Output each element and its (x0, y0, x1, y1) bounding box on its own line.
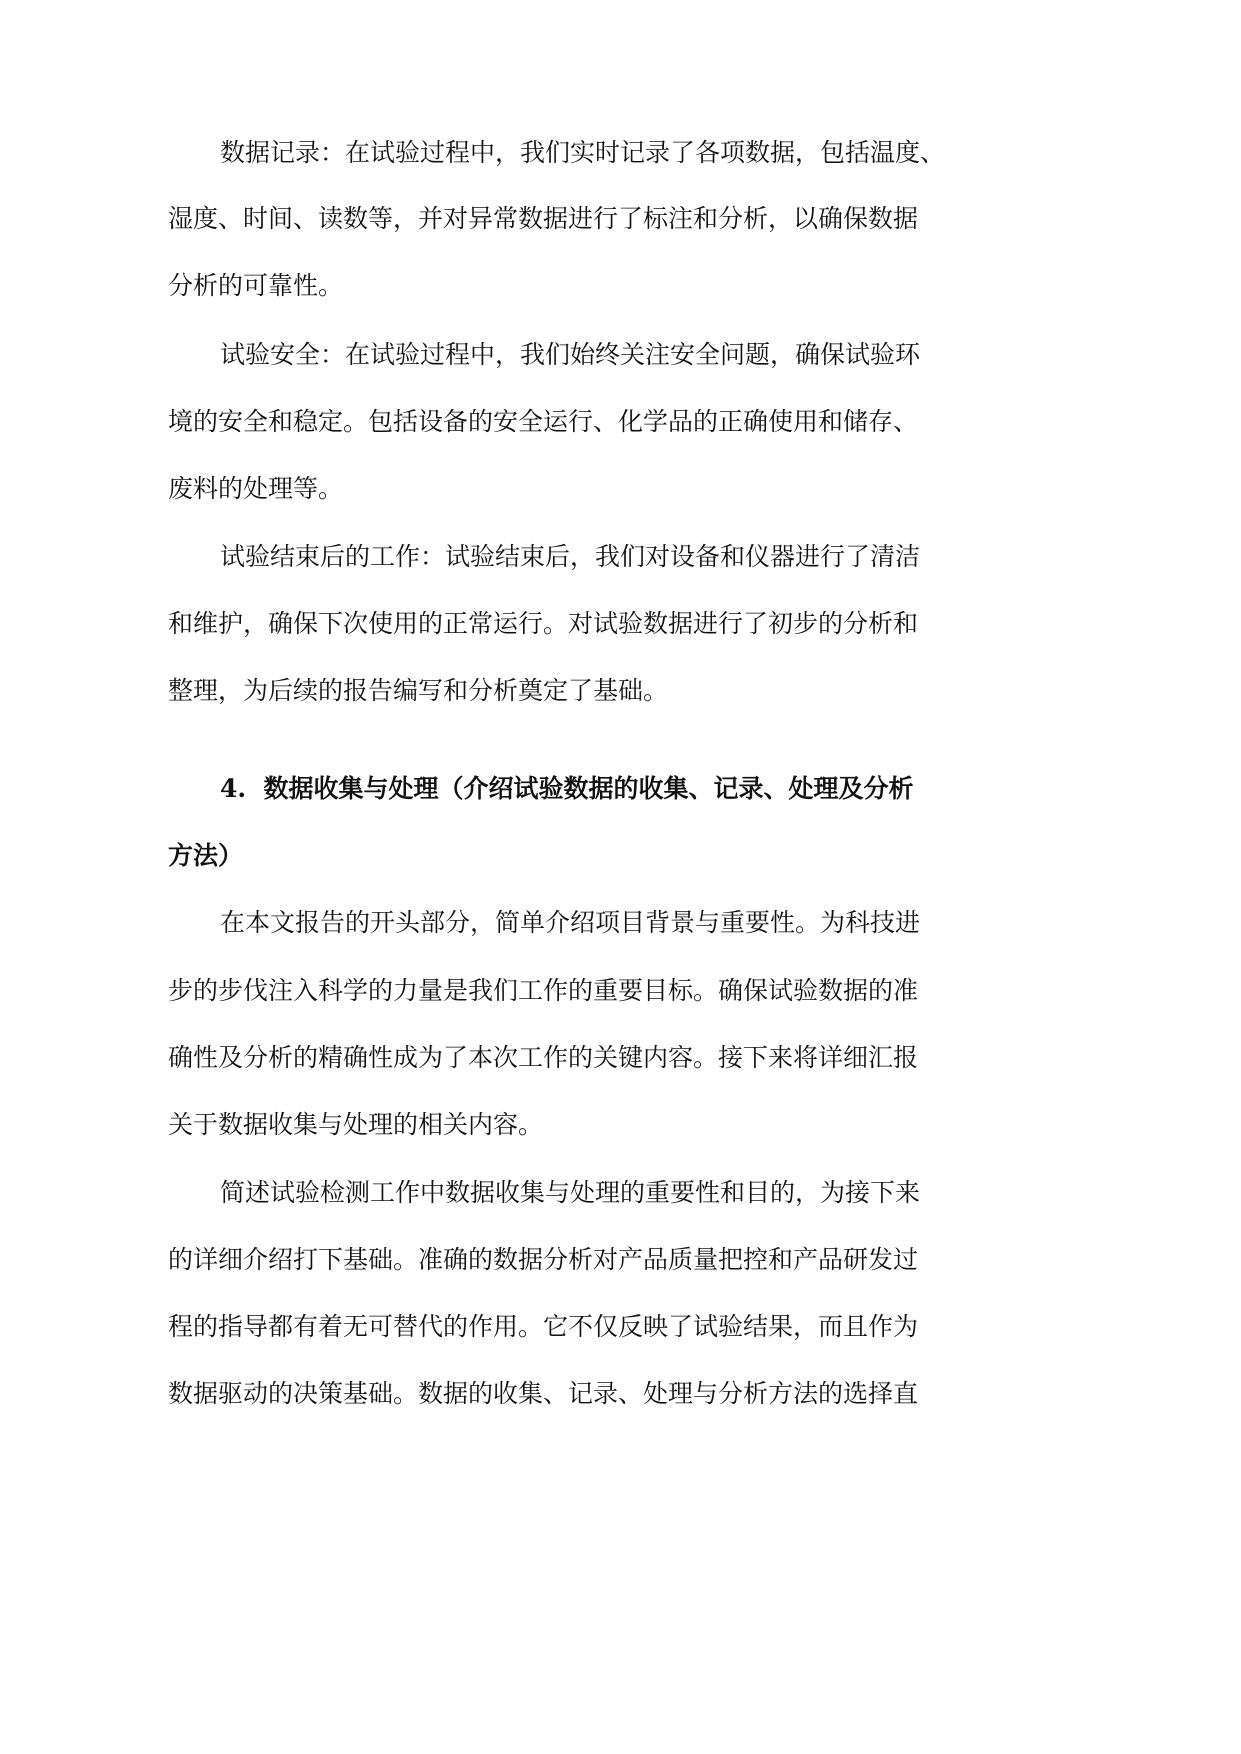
section-paragraph-1-line-2: 步的步伐注入科学的力量是我们工作的重要目标。确保试验数据的准 (168, 976, 919, 1005)
paragraph-2-line-2: 境的安全和稳定。包括设备的安全运行、化学品的正确使用和储存、 (168, 407, 919, 436)
paragraph-1-line-1: 数据记录：在试验过程中，我们实时记录了各项数据，包括温度、 (220, 138, 946, 167)
section-paragraph-2-line-3: 程的指导都有着无可替代的作用。它不仅反映了试验结果，而且作为 (168, 1312, 919, 1341)
paragraph-2-line-1: 试验安全：在试验过程中，我们始终关注安全问题，确保试验环 (220, 340, 921, 369)
section-paragraph-1-line-1: 在本文报告的开头部分，简单介绍项目背景与重要性。为科技进 (220, 908, 921, 937)
section-heading-line-1: 4. 数据收集与处理（介绍试验数据的收集、记录、处理及分析 (220, 774, 914, 803)
paragraph-3-line-3: 整理，为后续的报告编写和分析奠定了基础。 (168, 676, 669, 705)
paragraph-2-line-3: 废料的处理等。 (168, 474, 344, 503)
section-paragraph-1-line-3: 确性及分析的精确性成为了本次工作的关键内容。接下来将详细汇报 (168, 1043, 919, 1072)
section-paragraph-2-line-4: 数据驱动的决策基础。数据的收集、记录、处理与分析方法的选择直 (168, 1379, 919, 1408)
section-heading-line-2: 方法） (168, 841, 244, 870)
section-paragraph-1-line-4: 关于数据收集与处理的相关内容。 (168, 1110, 544, 1139)
paragraph-3-line-2: 和维护，确保下次使用的正常运行。对试验数据进行了初步的分析和 (168, 609, 919, 638)
paragraph-1-line-2: 湿度、时间、读数等，并对异常数据进行了标注和分析，以确保数据 (168, 204, 919, 233)
paragraph-3-line-1: 试验结束后的工作：试验结束后，我们对设备和仪器进行了清洁 (220, 542, 921, 571)
section-paragraph-2-line-1: 简述试验检测工作中数据收集与处理的重要性和目的，为接下来 (220, 1178, 921, 1207)
section-paragraph-2-line-2: 的详细介绍打下基础。准确的数据分析对产品质量把控和产品研发过 (168, 1245, 919, 1274)
paragraph-1-line-3: 分析的可靠性。 (168, 271, 344, 300)
